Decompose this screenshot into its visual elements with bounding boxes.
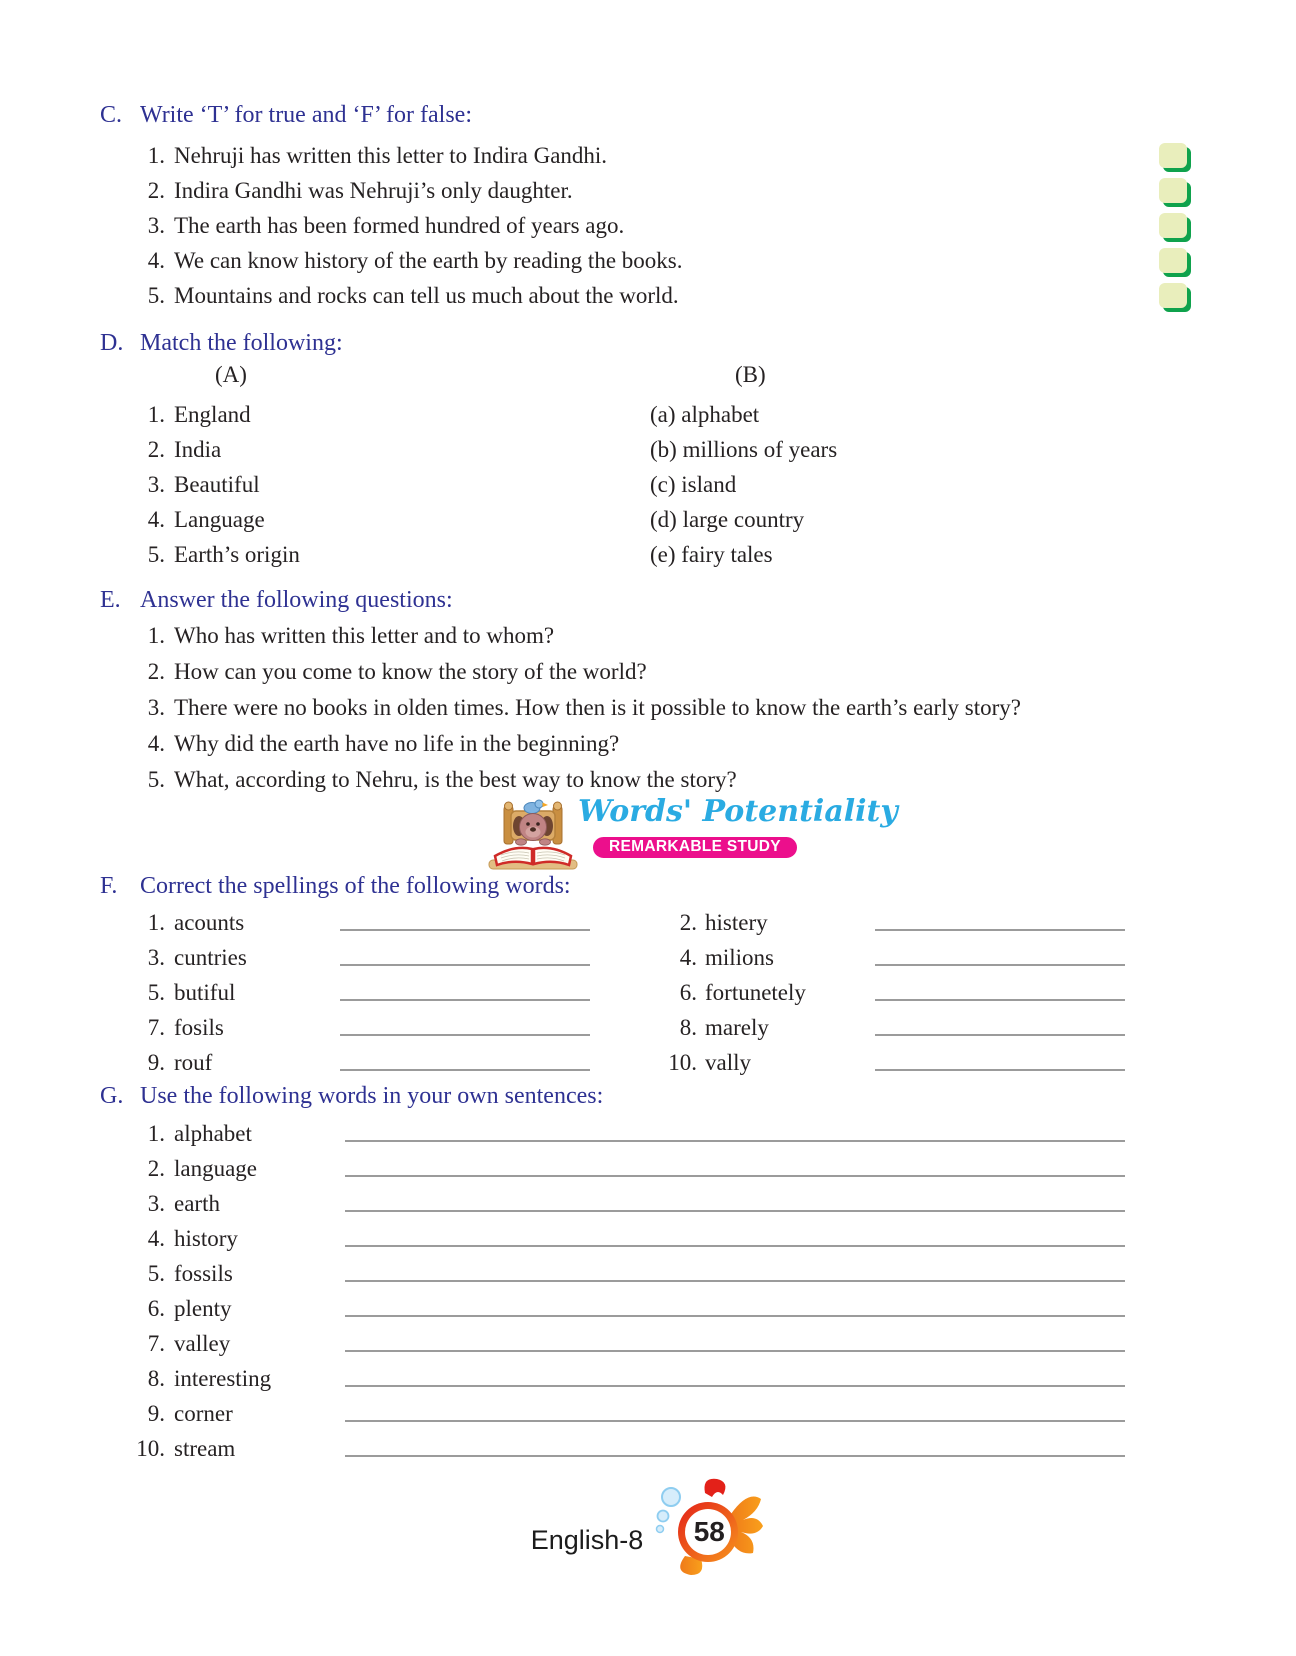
sentence-blank[interactable]: [345, 1221, 1125, 1247]
question-text: What, according to Nehru, is the best way to know the story?: [174, 767, 737, 792]
item-number: 2.: [147, 177, 165, 203]
misspelled-word: milions: [705, 944, 775, 970]
item-number: 1.: [147, 623, 165, 648]
item-number: 3.: [147, 695, 165, 720]
section-g-header: [100, 1081, 1196, 1111]
section-g-label: G.: [100, 1082, 124, 1109]
misspelled-word: vally: [705, 1049, 751, 1075]
section-questions: [100, 585, 1196, 798]
answer-blank[interactable]: [875, 1010, 1125, 1036]
spelling-row: [100, 940, 1196, 975]
section-e-label: E.: [100, 586, 121, 613]
item-text: Mountains and rocks can tell us much about the world.: [174, 282, 679, 308]
misspelled-word: rouf: [174, 1049, 213, 1075]
spelling-row: [100, 1045, 1196, 1080]
sentence-word-list: [100, 1116, 1196, 1466]
item-text: Nehruji has written this letter to Indira Gandhi.: [174, 142, 608, 168]
sentence-blank[interactable]: [345, 1256, 1125, 1282]
item-number: 1.: [147, 401, 165, 427]
item-number: 2.: [147, 659, 165, 684]
spelling-row: [100, 905, 1196, 940]
sentence-word-row: [100, 1221, 1196, 1256]
column-b-item[interactable]: (d) large country: [650, 506, 805, 532]
item-number: 4.: [147, 731, 165, 756]
reading-dog-icon: [487, 798, 579, 881]
sentence-word-row: [100, 1116, 1196, 1151]
item-number: 4.: [147, 247, 165, 273]
section-d-label: D.: [100, 329, 124, 356]
section-e-title: Answer the following questions:: [140, 586, 453, 613]
answer-blank[interactable]: [340, 1045, 590, 1071]
question-item: [100, 654, 1196, 690]
sentence-word-row: [100, 1361, 1196, 1396]
misspelled-word: cuntries: [174, 944, 247, 970]
match-pair-row: [100, 537, 1196, 572]
section-c-title: Write ‘T’ for true and ‘F’ for false:: [140, 101, 472, 128]
column-a-item[interactable]: Earth’s origin: [174, 541, 300, 567]
section-sentences: [100, 1081, 1196, 1466]
vocabulary-word: language: [174, 1155, 258, 1181]
answer-blank[interactable]: [340, 905, 590, 931]
section-g-title: Use the following words in your own sentences:: [140, 1082, 604, 1109]
misspelled-word: fosils: [174, 1014, 224, 1040]
vocabulary-word: history: [174, 1225, 238, 1251]
item-text: The earth has been formed hundred of years ago.: [174, 212, 625, 238]
sentence-blank[interactable]: [345, 1291, 1125, 1317]
question-text: Why did the earth have no life in the beginning?: [174, 731, 620, 756]
answer-box[interactable]: [1159, 178, 1187, 203]
question-text: How can you come to know the story of the world?: [174, 659, 647, 684]
answer-blank[interactable]: [875, 940, 1125, 966]
badge-title: Words' Potentiality: [578, 794, 898, 829]
item-number: 1.: [147, 1120, 165, 1146]
answer-blank[interactable]: [875, 1045, 1125, 1071]
question-item: [100, 726, 1196, 762]
item-number: 4.: [679, 944, 697, 970]
vocabulary-word: plenty: [174, 1295, 232, 1321]
sentence-blank[interactable]: [345, 1186, 1125, 1212]
column-a-item[interactable]: England: [174, 401, 251, 427]
sentence-blank[interactable]: [345, 1151, 1125, 1177]
answer-box[interactable]: [1159, 248, 1187, 273]
spelling-list: [100, 905, 1196, 1080]
true-false-item: [100, 208, 1196, 243]
match-pair-row: [100, 502, 1196, 537]
match-pair-row: [100, 432, 1196, 467]
true-false-item: [100, 138, 1196, 173]
question-text: There were no books in olden times. How then is it possible to know the earth’s early story?: [174, 695, 1021, 720]
column-b-item[interactable]: (b) millions of years: [650, 436, 838, 462]
page-footer: [100, 1474, 1196, 1578]
item-number: 5.: [147, 1260, 165, 1286]
sentence-word-row: [100, 1291, 1196, 1326]
sentence-word-row: [100, 1396, 1196, 1431]
column-b-item[interactable]: (c) island: [650, 471, 737, 497]
item-number: 3.: [147, 1190, 165, 1216]
item-number: 1.: [147, 909, 165, 935]
item-number: 8.: [679, 1014, 697, 1040]
sentence-word-row: [100, 1151, 1196, 1186]
section-f-label: F.: [100, 872, 118, 899]
section-match: [100, 328, 1196, 572]
section-c-header: [100, 100, 1196, 130]
item-number: 2.: [679, 909, 697, 935]
spelling-row: [100, 975, 1196, 1010]
column-a-header: (A): [215, 362, 247, 387]
answer-box[interactable]: [1159, 283, 1187, 308]
item-number: 10.: [136, 1435, 165, 1461]
spelling-row: [100, 1010, 1196, 1045]
item-number: 2.: [147, 436, 165, 462]
question-item: [100, 618, 1196, 654]
item-number: 10.: [668, 1049, 697, 1075]
sentence-blank[interactable]: [345, 1326, 1125, 1352]
badge-subtitle-pill: REMARKABLE STUDY: [590, 834, 800, 861]
section-d-title: Match the following:: [140, 329, 343, 356]
question-item: [100, 690, 1196, 726]
sentence-blank[interactable]: [345, 1116, 1125, 1142]
item-number: 3.: [147, 944, 165, 970]
question-text: Who has written this letter and to whom?: [174, 623, 555, 648]
section-spellings: [100, 871, 1196, 1080]
answer-blank[interactable]: [875, 975, 1125, 1001]
answer-blank[interactable]: [340, 975, 590, 1001]
sentence-word-row: [100, 1256, 1196, 1291]
item-number: 5.: [147, 541, 165, 567]
item-number: 3.: [147, 212, 165, 238]
answer-box[interactable]: [1159, 143, 1187, 168]
item-number: 5.: [147, 979, 165, 1005]
section-f-title: Correct the spellings of the following words:: [140, 872, 571, 899]
vocabulary-word: interesting: [174, 1365, 272, 1391]
answer-blank[interactable]: [340, 1010, 590, 1036]
section-e-header: [100, 585, 1196, 615]
question-list: [100, 618, 1196, 798]
vocabulary-word: alphabet: [174, 1120, 252, 1146]
item-number: 5.: [147, 282, 165, 308]
column-a-item[interactable]: India: [174, 436, 222, 462]
item-number: 2.: [147, 1155, 165, 1181]
item-number: 9.: [147, 1049, 165, 1075]
vocabulary-word: stream: [174, 1435, 236, 1461]
page-content: [100, 100, 1196, 1578]
true-false-item: [100, 243, 1196, 278]
misspelled-word: acounts: [174, 909, 245, 935]
item-number: 7.: [147, 1014, 165, 1040]
match-pair-row: [100, 467, 1196, 502]
vocabulary-word: earth: [174, 1190, 220, 1216]
misspelled-word: marely: [705, 1014, 769, 1040]
vocabulary-word: valley: [174, 1330, 231, 1356]
answer-blank[interactable]: [340, 940, 590, 966]
misspelled-word: histery: [705, 909, 768, 935]
true-false-item: [100, 173, 1196, 208]
goldfish-icon: [653, 1474, 765, 1578]
true-false-list: [100, 138, 1196, 313]
item-number: 4.: [147, 506, 165, 532]
item-number: 6.: [679, 979, 697, 1005]
page-number: 58: [693, 1516, 725, 1547]
item-number: 3.: [147, 471, 165, 497]
misspelled-word: fortunetely: [705, 979, 806, 1005]
item-number: 7.: [147, 1330, 165, 1356]
vocabulary-word: corner: [174, 1400, 233, 1426]
item-number: 5.: [147, 767, 165, 792]
answer-box[interactable]: [1159, 213, 1187, 238]
column-b-header: (B): [735, 362, 766, 387]
match-list: [100, 397, 1196, 572]
sentence-blank[interactable]: [345, 1431, 1125, 1457]
section-true-false: [100, 100, 1196, 313]
answer-blank[interactable]: [875, 905, 1125, 931]
column-a-item[interactable]: Language: [174, 506, 265, 532]
sentence-word-row: [100, 1431, 1196, 1466]
match-column-headers: [100, 358, 1196, 392]
section-d-header: [100, 328, 1196, 358]
item-number: 9.: [147, 1400, 165, 1426]
section-f-header: [100, 871, 1196, 901]
question-item: [100, 762, 1196, 798]
column-b-item[interactable]: (a) alphabet: [650, 401, 760, 427]
book-title: English-8: [530, 1524, 644, 1555]
item-number: 4.: [147, 1225, 165, 1251]
column-a-item[interactable]: Beautiful: [174, 471, 260, 497]
item-number: 1.: [147, 142, 165, 168]
column-b-item[interactable]: (e) fairy tales: [650, 541, 773, 567]
sentence-word-row: [100, 1186, 1196, 1221]
words-potentiality-badge: [100, 794, 1196, 871]
sentence-blank[interactable]: [345, 1396, 1125, 1422]
item-number: 8.: [147, 1365, 165, 1391]
item-number: 6.: [147, 1295, 165, 1321]
match-pair-row: [100, 397, 1196, 432]
section-c-label: C.: [100, 101, 123, 128]
item-text: We can know history of the earth by reading the books.: [174, 247, 683, 273]
sentence-blank[interactable]: [345, 1361, 1125, 1387]
true-false-item: [100, 278, 1196, 313]
vocabulary-word: fossils: [174, 1260, 233, 1286]
item-text: Indira Gandhi was Nehruji’s only daughter.: [174, 177, 573, 203]
misspelled-word: butiful: [174, 979, 236, 1005]
sentence-word-row: [100, 1326, 1196, 1361]
